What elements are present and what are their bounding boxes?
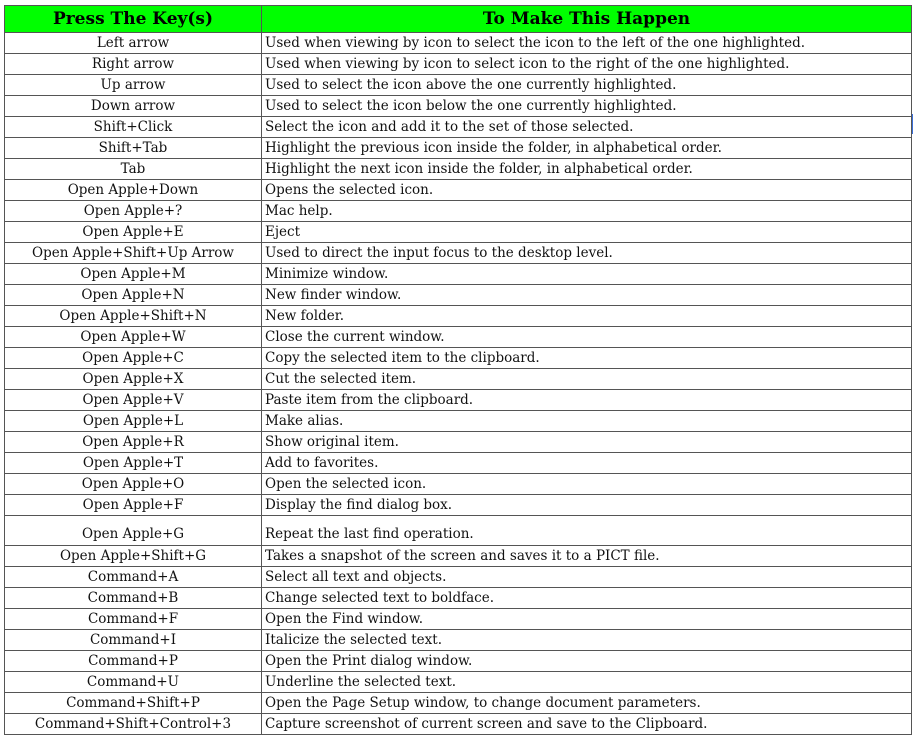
table-row [5, 33, 912, 54]
shortcut-key: Open Apple+? [5, 201, 262, 222]
shortcut-key: Open Apple+Shift+Up Arrow [5, 243, 262, 264]
shortcut-action: Select all text and objects. [262, 567, 912, 588]
table-row [5, 96, 912, 117]
table-row [5, 327, 912, 348]
table-row [5, 54, 912, 75]
shortcut-action: Make alias. [262, 411, 912, 432]
shortcut-key: Open Apple+R [5, 432, 262, 453]
table-row [5, 117, 912, 138]
shortcut-key: Command+P [5, 651, 262, 672]
shortcut-action: New folder. [262, 306, 912, 327]
shortcut-action: New finder window. [262, 285, 912, 306]
shortcut-key: Command+B [5, 588, 262, 609]
table-row [5, 264, 912, 285]
shortcut-action: Italicize the selected text. [262, 630, 912, 651]
shortcut-action: Open the Print dialog window. [262, 651, 912, 672]
table-row [5, 546, 912, 567]
table-row [5, 285, 912, 306]
shortcut-key: Shift+Click [5, 117, 262, 138]
table-row [5, 453, 912, 474]
shortcut-key: Open Apple+W [5, 327, 262, 348]
shortcut-action: Paste item from the clipboard. [262, 390, 912, 411]
shortcut-key: Open Apple+F [5, 495, 262, 516]
table-row [5, 159, 912, 180]
shortcut-key: Shift+Tab [5, 138, 262, 159]
shortcut-action: Underline the selected text. [262, 672, 912, 693]
table-row [5, 138, 912, 159]
shortcut-key: Open Apple+Down [5, 180, 262, 201]
shortcut-action: Open the Find window. [262, 609, 912, 630]
shortcut-key: Open Apple+C [5, 348, 262, 369]
table-row [5, 201, 912, 222]
table-row [5, 348, 912, 369]
header-keys: Press The Key(s) [5, 6, 262, 33]
table-row [5, 588, 912, 609]
shortcut-action: Highlight the previous icon inside the folder, in alphabetical order. [262, 138, 912, 159]
shortcut-action: Capture screenshot of current screen and save to the Clipboard. [262, 714, 912, 735]
shortcut-key: Open Apple+Shift+N [5, 306, 262, 327]
shortcut-action: Select the icon and add it to the set of those selected. [262, 117, 912, 138]
shortcut-action: Display the find dialog box. [262, 495, 912, 516]
shortcut-action: Copy the selected item to the clipboard. [262, 348, 912, 369]
table-row [5, 222, 912, 243]
table-row [5, 306, 912, 327]
shortcut-key: Command+Shift+Control+3 [5, 714, 262, 735]
shortcut-action: Used to select the icon below the one currently highlighted. [262, 96, 912, 117]
text-cursor-marker [912, 114, 913, 134]
shortcut-key: Up arrow [5, 75, 262, 96]
shortcut-action: Open the Page Setup window, to change document parameters. [262, 693, 912, 714]
shortcut-action: Used to select the icon above the one currently highlighted. [262, 75, 912, 96]
table-row [5, 714, 912, 735]
shortcut-key: Command+F [5, 609, 262, 630]
shortcut-table [4, 5, 912, 735]
shortcut-key: Open Apple+L [5, 411, 262, 432]
shortcut-key: Open Apple+V [5, 390, 262, 411]
table-row [5, 567, 912, 588]
shortcut-action: Change selected text to boldface. [262, 588, 912, 609]
shortcut-action: Used to direct the input focus to the desktop level. [262, 243, 912, 264]
table-row [5, 411, 912, 432]
table-row [5, 651, 912, 672]
table-row [5, 75, 912, 96]
shortcut-key: Open Apple+E [5, 222, 262, 243]
shortcut-action: Mac help. [262, 201, 912, 222]
table-row [5, 369, 912, 390]
shortcut-key: Open Apple+O [5, 474, 262, 495]
shortcut-action: Used when viewing by icon to select icon to the right of the one highlighted. [262, 54, 912, 75]
table-row [5, 630, 912, 651]
shortcut-action: Close the current window. [262, 327, 912, 348]
shortcut-key: Command+I [5, 630, 262, 651]
shortcut-action: Add to favorites. [262, 453, 912, 474]
table-row [5, 495, 912, 516]
shortcut-action: Cut the selected item. [262, 369, 912, 390]
table-row [5, 390, 912, 411]
table-row [5, 243, 912, 264]
shortcut-action: Show original item. [262, 432, 912, 453]
shortcut-action: Repeat the last find operation. [262, 516, 912, 546]
header-row [5, 6, 912, 33]
shortcut-key: Command+A [5, 567, 262, 588]
table-row [5, 516, 912, 546]
shortcut-key: Command+Shift+P [5, 693, 262, 714]
shortcut-key: Open Apple+Shift+G [5, 546, 262, 567]
shortcut-key: Open Apple+G [5, 516, 262, 546]
table-row [5, 432, 912, 453]
table-row [5, 609, 912, 630]
shortcut-key: Tab [5, 159, 262, 180]
shortcut-key: Open Apple+M [5, 264, 262, 285]
shortcut-key: Down arrow [5, 96, 262, 117]
shortcut-key: Open Apple+X [5, 369, 262, 390]
table-row [5, 693, 912, 714]
shortcut-key: Command+U [5, 672, 262, 693]
shortcut-action: Open the selected icon. [262, 474, 912, 495]
header-action: To Make This Happen [262, 6, 912, 33]
table-row [5, 180, 912, 201]
shortcut-key: Left arrow [5, 33, 262, 54]
shortcut-key: Open Apple+N [5, 285, 262, 306]
table-row [5, 672, 912, 693]
table-row [5, 474, 912, 495]
shortcut-action: Used when viewing by icon to select the icon to the left of the one highlighted. [262, 33, 912, 54]
shortcut-action: Eject [262, 222, 912, 243]
shortcut-key: Right arrow [5, 54, 262, 75]
shortcut-action: Takes a snapshot of the screen and saves it to a PICT file. [262, 546, 912, 567]
shortcut-action: Highlight the next icon inside the folder, in alphabetical order. [262, 159, 912, 180]
shortcut-action: Opens the selected icon. [262, 180, 912, 201]
shortcut-key: Open Apple+T [5, 453, 262, 474]
shortcut-action: Minimize window. [262, 264, 912, 285]
